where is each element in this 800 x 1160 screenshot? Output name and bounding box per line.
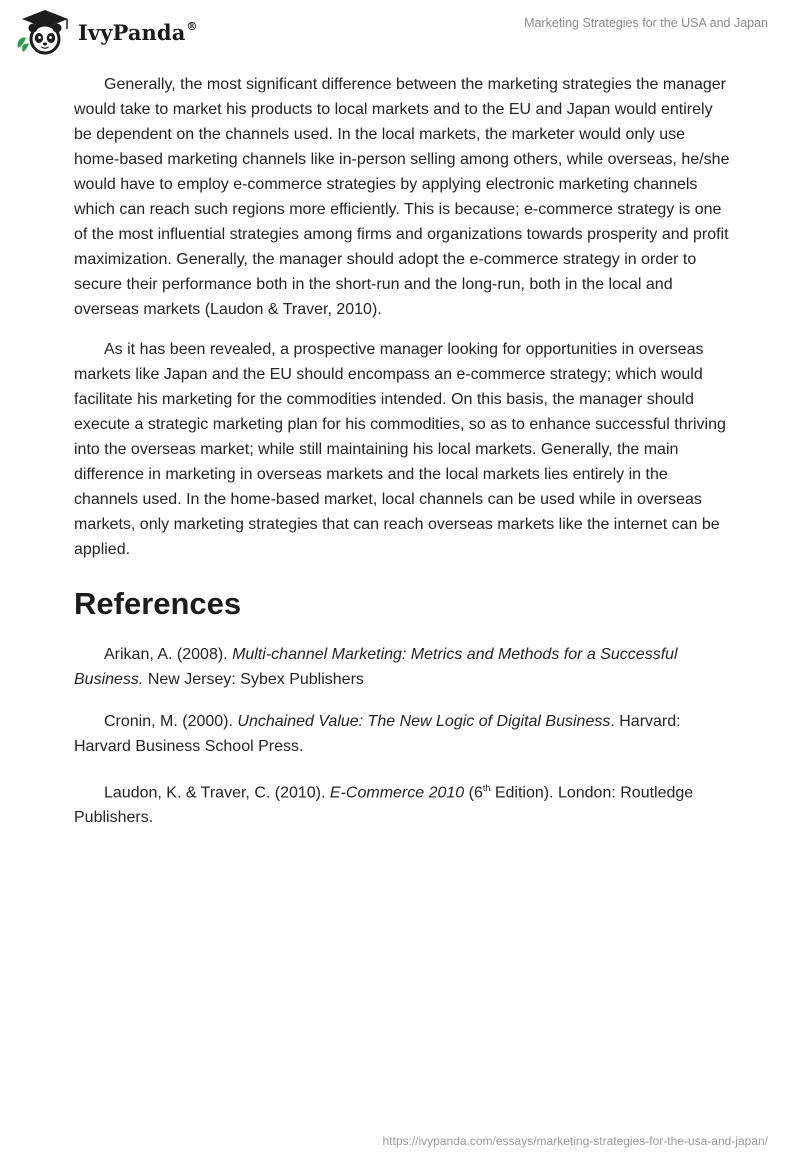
reference-entry: Laudon, K. & Traver, C. (2010). E-Commerce 2010 (6th Edition). London: Routledge Publishers. xyxy=(74,783,694,827)
source-url[interactable]: https://ivypanda.com/essays/marketing-strategies-for-the-usa-and-japan/ xyxy=(382,1134,768,1148)
ivypanda-logo[interactable] xyxy=(14,8,198,56)
reference-entry: Arikan, A. (2008). Multi-channel Marketing: Metrics and Methods for a Successful Business. New Jersey: Sybex Publishers xyxy=(74,646,678,688)
body-paragraph: Generally, the most significant difference between the marketing strategies the manager would take to market his products to local markets and to the EU and Japan would entirely be dependent on the channels used. In the local markets, the marketer would only use home-based marketing channels like in-person selling among others, while overseas, he/she would have to employ e-commerce strategies by applying electronic marketing channels which can reach such regions more efficiently. This is because; e-commerce strategy is one of the most influential strategies among firms and organizations towards prosperity and profit maximization. Generally, the manager should adopt the e-commerce strategy in order to secure their performance both in the short-run and the long-run, both in the local and overseas markets (Laudon & Traver, 2010). xyxy=(74,76,730,318)
brand-name: IvyPanda® xyxy=(78,19,198,45)
body-paragraph: As it has been revealed, a prospective manager looking for opportunities in overseas markets like Japan and the EU should encompass an e-commerce strategy; which would facilitate his marketing for the commodities intended. On this basis, the manager should execute a strategic marketing plan for his commodities, so as to enhance successful thriving into the overseas market; while still maintaining his local markets. Generally, the main difference in marketing in overseas markets and the local markets lies entirely in the channels used. In the home-based market, local channels can be used while in overseas markets, only marketing strategies that can reach overseas markets like the internet can be applied. xyxy=(74,341,726,558)
page-header xyxy=(0,0,800,60)
reference-entry: Cronin, M. (2000). Unchained Value: The New Logic of Digital Business. Harvard: Harvard Business School Press. xyxy=(74,713,681,755)
document-body xyxy=(74,72,734,847)
references-heading: References xyxy=(74,586,242,621)
document-title: Marketing Strategies for the USA and Japan xyxy=(524,16,768,30)
panda-graduate-icon xyxy=(14,8,76,56)
